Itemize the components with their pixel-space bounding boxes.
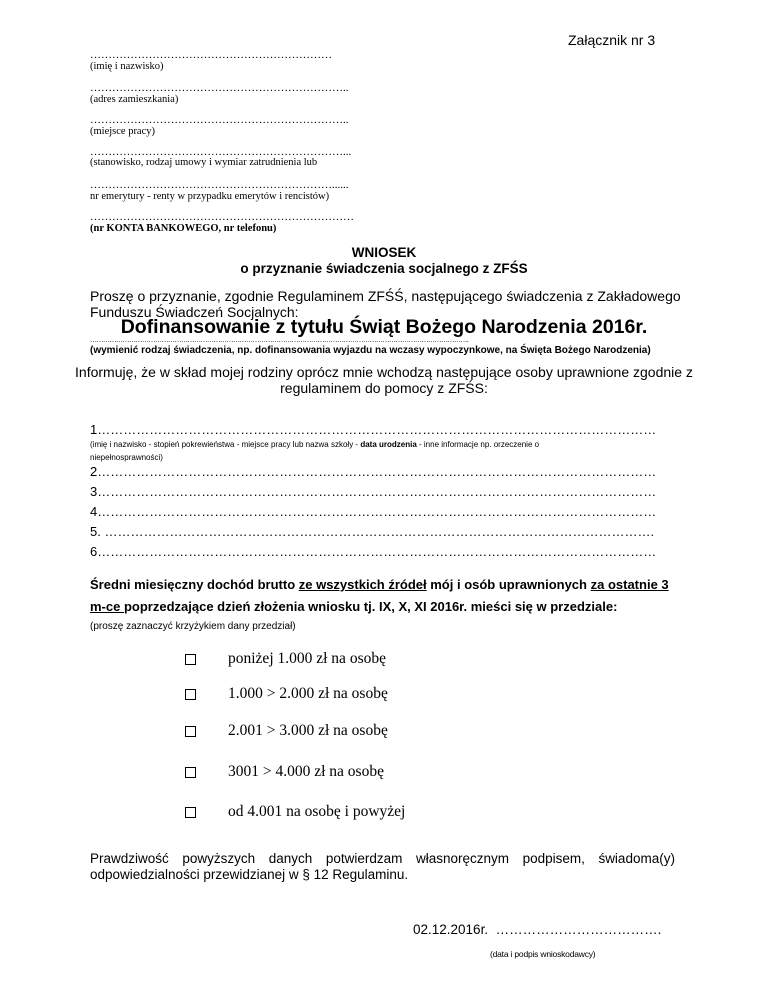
family-row-5: 5. ………………………………………………………………………………………………………………. — [90, 524, 655, 539]
bank-label: (nr KONTA BANKOWEGO, nr telefonu) — [90, 223, 277, 234]
family-row-3: 3………………………………………………………………………………………………………………… — [90, 484, 657, 499]
family-hint-b: - inne informacje np. orzeczenie o — [416, 440, 540, 449]
checkbox-5[interactable] — [185, 807, 196, 818]
address-dots: …………………………………………………………….. — [90, 82, 349, 94]
benefit-dots: …………………………………………………………………………………………………………………………………………………………. — [90, 336, 469, 344]
family-hint — [90, 440, 539, 449]
family-hint-bold: data urodzenia — [360, 440, 417, 449]
income-underline-1: ze wszystkich źródeł — [298, 577, 427, 592]
income-line-1 — [90, 577, 669, 592]
income-option-1-label: poniżej 1.000 zł na osobę — [228, 650, 386, 667]
pension-label: nr emerytury - renty w przypadku emerytów i rencistów) — [90, 191, 330, 202]
income-note: (proszę zaznaczyć krzyżykiem dany przedział) — [90, 621, 296, 632]
family-row-2: 2………………………………………………………………………………………………………………… — [90, 464, 657, 479]
signature-line — [413, 922, 661, 937]
declaration-line-1 — [90, 851, 675, 866]
workplace-dots: …………………………………………………………….. — [90, 114, 349, 126]
income-underline-2: za ostatnie 3 — [590, 577, 669, 592]
family-hint-a: (imię i nazwisko - stopień pokrewieństwa - miejsce pracy lub nazwa szkoły - — [90, 440, 361, 449]
family-hint-2: niepełnosprawności) — [90, 453, 163, 462]
declaration-word-6: podpisem, — [522, 851, 585, 866]
family-row-6: 6………………………………………………………………………………………………………………… — [90, 544, 657, 559]
income-line-2 — [90, 599, 617, 614]
form-title: WNIOSEK — [351, 245, 417, 260]
benefit-name: Dofinansowanie z tytułu Świąt Bożego Narodzenia 2016r. — [120, 316, 648, 338]
income-underline-3: m-ce — [90, 599, 124, 614]
address-label: (adres zamieszkania) — [90, 94, 179, 105]
income-option-4-label: 3001 > 4.000 zł na osobę — [228, 763, 384, 780]
declaration-word-4: potwierdzam — [325, 851, 403, 866]
family-row-4: 4………………………………………………………………………………………………………………… — [90, 504, 657, 519]
family-intro-1: Informuję, że w skład mojej rodziny oprócz mnie wchodzą następujące osoby uprawnione zgodnie z — [75, 364, 693, 380]
attachment-label: Załącznik nr 3 — [568, 32, 656, 48]
checkbox-1[interactable] — [185, 654, 196, 665]
signature-dots: ………………………………. — [495, 922, 662, 937]
position-dots: ……………………………………………………………... — [90, 146, 352, 158]
signature-label: (data i podpis wnioskodawcy) — [490, 949, 596, 959]
pension-dots: …………………………………………………………...... — [90, 179, 349, 191]
declaration-word-7: świadoma(y) — [598, 851, 675, 866]
declaration-word-3: danych — [268, 851, 313, 866]
family-row-1: 1………………………………………………………………………………………………………………… — [90, 422, 657, 437]
income-text-3: poprzedzające dzień złożenia wniosku tj. IX, X, XI 2016r. mieści się w przedziale: — [123, 599, 618, 614]
name-dots: ………………………………………………………… — [90, 49, 332, 61]
income-option-5-label: od 4.001 na osobę i powyżej — [228, 803, 406, 820]
request-line-2: Funduszu Świadczeń Socjalnych: — [90, 304, 299, 320]
benefit-hint: (wymienić rodzaj świadczenia, np. dofinansowania wyjazdu na wczasy wypoczynkowe, na Święta Bożego Narodzenia) — [90, 345, 651, 356]
checkbox-4[interactable] — [185, 767, 196, 778]
request-line-1: Proszę o przyznanie, zgodnie Regulaminem ZFŚŚ, następującego świadczenia z Zakładowego — [90, 288, 681, 304]
form-subtitle: o przyznanie świadczenia socjalnego z ZFŚS — [240, 261, 528, 276]
family-intro-2: regulaminem do pomocy z ZFŚS: — [280, 380, 488, 396]
signature-date: 02.12.2016r. — [413, 922, 489, 937]
declaration-word-1: Prawdziwość — [90, 851, 169, 866]
workplace-label: (miejsce pracy) — [90, 126, 156, 137]
checkbox-2[interactable] — [185, 689, 196, 700]
name-label: (imię i nazwisko) — [90, 61, 164, 72]
income-option-3-label: 2.001 > 3.000 zł na osobę — [228, 722, 388, 739]
bank-dots: ……………………………………………………………… — [90, 211, 354, 223]
checkbox-3[interactable] — [185, 726, 196, 737]
income-option-2-label: 1.000 > 2.000 zł na osobę — [228, 685, 388, 702]
income-text-2: mój i osób uprawnionych — [426, 577, 591, 592]
position-label: (stanowisko, rodzaj umowy i wymiar zatrudnienia lub — [90, 157, 318, 168]
declaration-line-2: odpowiedzialności przewidzianej w § 12 Regulaminu. — [90, 867, 409, 882]
income-text-1: Średni miesięczny dochód brutto — [90, 577, 299, 592]
declaration-word-5: własnoręcznym — [415, 851, 509, 866]
declaration-word-2: powyższych — [182, 851, 256, 866]
